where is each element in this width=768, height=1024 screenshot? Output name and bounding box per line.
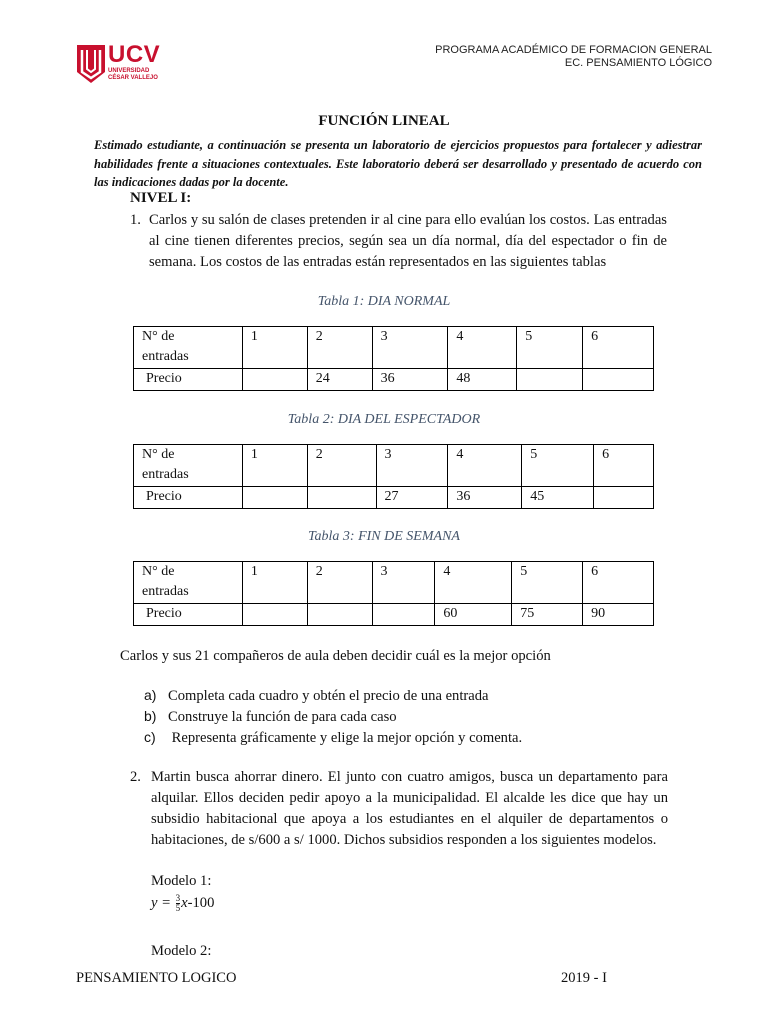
table-row bbox=[134, 604, 654, 626]
footer-course: PENSAMIENTO LOGICO bbox=[76, 970, 237, 986]
table-cell bbox=[242, 604, 307, 626]
table-cell: 75 bbox=[512, 604, 583, 626]
table-cell: 4 bbox=[435, 562, 512, 604]
table-cell bbox=[372, 604, 435, 626]
table-cell bbox=[307, 604, 372, 626]
table-cell: 2 bbox=[307, 445, 376, 487]
question-intro: Carlos y sus 21 compañeros de aula deben decidir cuál es la mejor opción bbox=[120, 648, 551, 664]
table-cell: 5 bbox=[512, 562, 583, 604]
header-program-info bbox=[435, 44, 712, 70]
formula-variable: x bbox=[181, 895, 188, 911]
page-title: FUNCIÓN LINEAL bbox=[318, 113, 450, 129]
fraction-numerator: 3 bbox=[175, 893, 181, 904]
table-cell: 6 bbox=[583, 562, 654, 604]
table-1 bbox=[133, 326, 654, 391]
table-cell: 6 bbox=[594, 445, 654, 487]
table-3-caption: Tabla 3: FIN DE SEMANA bbox=[308, 529, 460, 544]
table-cell: 27 bbox=[376, 487, 448, 509]
table-row bbox=[134, 369, 654, 391]
list-item-label: c) bbox=[144, 729, 156, 745]
table-3 bbox=[133, 561, 654, 626]
list-item-text: Completa cada cuadro y obtén el precio de una entrada bbox=[168, 688, 489, 704]
table-cell: 36 bbox=[448, 487, 522, 509]
table-2 bbox=[133, 444, 654, 509]
table-cell: 3 bbox=[372, 562, 435, 604]
footer-term: 2019 - I bbox=[561, 970, 607, 986]
intro-paragraph: Estimado estudiante, a continuación se presenta un laboratorio de ejercicios propuestos para fortalecer y adiestrar habilidades frente a situaciones contextuales. Este laboratorio deberá ser desarrollado y presentado de acuerdo con las indicaciones dadas por la docente. bbox=[94, 138, 702, 189]
table-row bbox=[134, 562, 654, 604]
table-cell bbox=[242, 487, 307, 509]
table-cell: 45 bbox=[522, 487, 594, 509]
row-header-cell: Precio bbox=[134, 604, 243, 626]
table-cell: 36 bbox=[372, 369, 448, 391]
row-header-cell: N° de entradas bbox=[134, 445, 243, 487]
table-row bbox=[134, 487, 654, 509]
table-cell: 5 bbox=[522, 445, 594, 487]
table-cell bbox=[242, 369, 307, 391]
list-item-text: Construye la función de para cada caso bbox=[168, 709, 397, 725]
table-cell: 90 bbox=[583, 604, 654, 626]
table-cell: 4 bbox=[448, 445, 522, 487]
table-cell: 3 bbox=[376, 445, 448, 487]
formula-rest: -100 bbox=[187, 895, 215, 911]
fraction-denominator: 5 bbox=[175, 903, 181, 914]
table-cell: 6 bbox=[583, 327, 654, 369]
table-cell bbox=[594, 487, 654, 509]
model-1-formula bbox=[151, 893, 214, 914]
logo-subtitle-1: UNIVERSIDAD bbox=[108, 68, 150, 74]
table-cell bbox=[517, 369, 583, 391]
course-name: EC. PENSAMIENTO LÓGICO bbox=[564, 57, 712, 69]
table-row bbox=[134, 445, 654, 487]
model-2-label: Modelo 2: bbox=[151, 943, 212, 959]
list-item bbox=[144, 685, 489, 707]
table-1-caption: Tabla 1: DIA NORMAL bbox=[317, 294, 451, 309]
level-heading: NIVEL I: bbox=[130, 190, 192, 206]
problem-2-number: 2. bbox=[130, 769, 141, 785]
table-cell: 5 bbox=[517, 327, 583, 369]
table-2-caption: Tabla 2: DIA DEL ESPECTADOR bbox=[287, 412, 481, 427]
row-header-cell: N° de entradas bbox=[134, 562, 243, 604]
list-item bbox=[144, 727, 522, 749]
table-cell: 48 bbox=[448, 369, 517, 391]
problem-2-text: Martin busca ahorrar dinero. El junto con cuatro amigos, busca un departamento para alquilar. Ellos deciden pedir apoyo a la municipalidad. El alcalde les dice que hay un subsidio habitacional que apoya a los estudiantes en el alquiler de departamentos o habitaciones, de s/600 a s/ 1000. Dichos subsidios responden a los siguientes modelos. bbox=[151, 769, 668, 848]
table-cell: 1 bbox=[242, 445, 307, 487]
logo-wordmark: UCV bbox=[108, 41, 161, 68]
problem-1-text: Carlos y su salón de clases pretenden ir al cine para ello evalúan los costos. Las entradas al cine tienen diferentes precios, según sea un día normal, día del espectador o fin de semana. Los costos de las entradas están representados en las siguientes tablas bbox=[149, 212, 667, 270]
list-item-text: Representa gráficamente y elige la mejor opción y comenta. bbox=[168, 730, 523, 746]
table-cell bbox=[307, 487, 376, 509]
problem-1-number: 1. bbox=[130, 212, 141, 228]
table-cell: 2 bbox=[307, 327, 372, 369]
table-cell: 24 bbox=[307, 369, 372, 391]
row-header-cell: N° de entradas bbox=[134, 327, 243, 369]
table-cell: 4 bbox=[448, 327, 517, 369]
table-cell bbox=[583, 369, 654, 391]
table-row bbox=[134, 327, 654, 369]
program-name: PROGRAMA ACADÉMICO DE FORMACION GENERAL bbox=[435, 44, 712, 56]
row-header-cell: Precio bbox=[134, 369, 243, 391]
list-item-label: a) bbox=[144, 687, 157, 703]
table-cell: 1 bbox=[242, 562, 307, 604]
model-1-label: Modelo 1: bbox=[151, 873, 212, 889]
formula-fraction bbox=[176, 894, 181, 913]
row-header-cell: Precio bbox=[134, 487, 243, 509]
table-cell: 2 bbox=[307, 562, 372, 604]
table-cell: 1 bbox=[242, 327, 307, 369]
formula-lhs: y = bbox=[151, 895, 171, 911]
ucv-shield-icon bbox=[76, 42, 106, 84]
list-item bbox=[144, 706, 397, 728]
ucv-logo bbox=[76, 42, 168, 86]
logo-subtitle-2: CÉSAR VALLEJO bbox=[108, 75, 158, 81]
table-cell: 3 bbox=[372, 327, 448, 369]
table-cell: 60 bbox=[435, 604, 512, 626]
list-item-label: b) bbox=[144, 708, 157, 724]
